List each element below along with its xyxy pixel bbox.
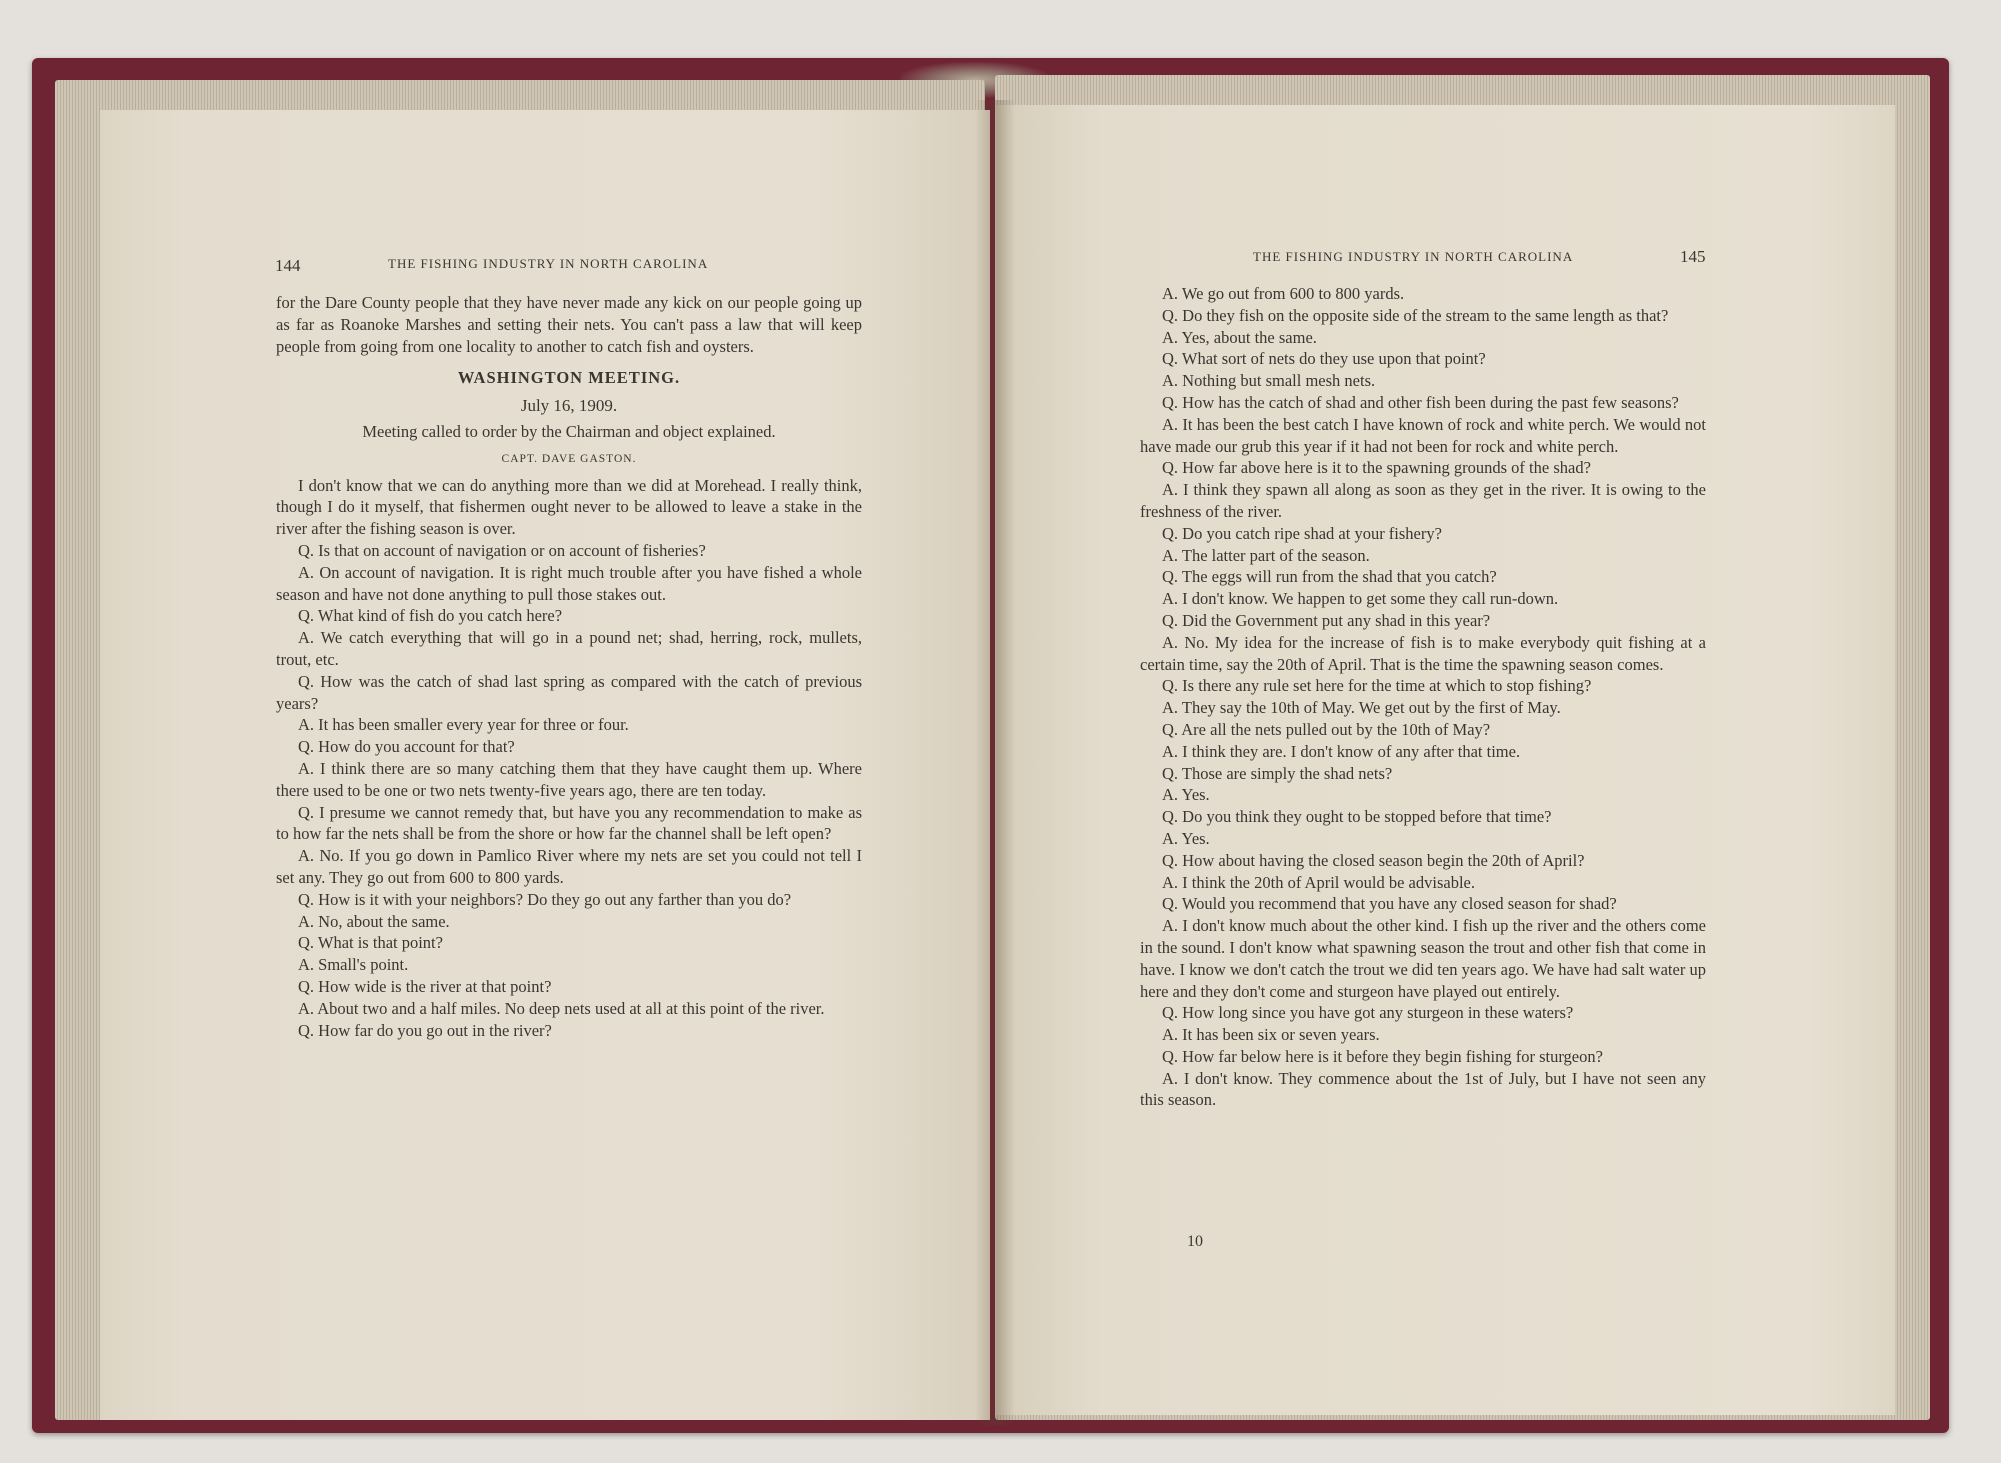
- left-running-head: THE FISHING INDUSTRY IN NORTH CAROLINA: [388, 256, 709, 271]
- testimony-paragraph: A. I think there are so many catching them that they have caught them up. Where there used to be one or two nets twenty-five years ago, there are ten today.: [276, 758, 862, 800]
- testimony-paragraph: A. They say the 10th of May. We get out by the first of May.: [1162, 698, 1561, 718]
- testimony-paragraph: A. I don't know. They commence about the 1st of July, but I have not seen any this season.: [1140, 1068, 1706, 1110]
- testimony-paragraph: A. I don't know. We happen to get some they call run-down.: [1162, 589, 1559, 609]
- testimony-paragraph: A. Small's point.: [298, 955, 409, 975]
- testimony-paragraph: I don't know that we can do anything more than we did at Morehead. I really think, though I do it myself, that fishermen ought never to be allowed to leave a stake in the river after the fishing season is over.: [276, 475, 862, 539]
- testimony-paragraph: Q. Do you think they ought to be stopped before that time?: [1162, 807, 1552, 827]
- testimony-paragraph: A. I think they are. I don't know of any after that time.: [1162, 741, 1521, 761]
- testimony-paragraph: Q. How about having the closed season begin the 20th of April?: [1162, 850, 1585, 870]
- testimony-paragraph: Q. How do you account for that?: [298, 737, 515, 757]
- testimony-paragraph: Q. Is there any rule set here for the time at which to stop fishing?: [1162, 676, 1592, 696]
- testimony-paragraph: Q. Those are simply the shad nets?: [1162, 763, 1393, 783]
- testimony-paragraph: Q. The eggs will run from the shad that you catch?: [1162, 567, 1497, 587]
- testimony-paragraph: Q. Would you recommend that you have any closed season for shad?: [1162, 894, 1617, 914]
- testimony-paragraph: A. I think the 20th of April would be advisable.: [1162, 872, 1475, 892]
- signature-mark: 10: [1187, 1233, 1203, 1250]
- testimony-paragraph: A. The latter part of the season.: [1162, 545, 1370, 565]
- testimony-paragraph: A. No. My idea for the increase of fish is to make everybody quit fishing at a certain time, say the 20th of April. That is the time the spawning season comes.: [1140, 632, 1706, 674]
- testimony-paragraph: A. No. If you go down in Pamlico River where my nets are set you could not tell I set any. They go out from 600 to 800 yards.: [276, 846, 862, 887]
- testimony-paragraph: Q. How far below here is it before they begin fishing for sturgeon?: [1162, 1046, 1603, 1066]
- book-gutter: [975, 100, 1015, 1425]
- testimony-paragraph: A. We catch everything that will go in a pound net; shad, herring, rock, mullets, trout, etc.: [276, 628, 862, 669]
- testimony-paragraph: A. On account of navigation. It is right much trouble after you have fished a whole season and have not done anything to pull those stakes out.: [276, 562, 862, 604]
- right-page: [995, 105, 1895, 1415]
- testimony-paragraph: Q. Did the Government put any shad in this year?: [1162, 610, 1491, 630]
- right-page-body: [1140, 283, 1706, 1111]
- testimony-paragraph: A. Yes, about the same.: [1162, 327, 1317, 347]
- testimony-paragraph: A. It has been six or seven years.: [1162, 1025, 1380, 1045]
- testimony-paragraph: A. I think they spawn all along as soon as they get in the river. It is owing to the freshness of the river.: [1140, 480, 1706, 521]
- testimony-paragraph: Q. How wide is the river at that point?: [298, 976, 552, 996]
- testimony-paragraph: Q. What is that point?: [298, 933, 443, 953]
- left-page-body: [276, 292, 862, 1041]
- testimony-paragraph: Q. How far do you go out in the river?: [298, 1020, 552, 1040]
- testimony-paragraph: Q. Are all the nets pulled out by the 10th of May?: [1162, 719, 1491, 739]
- testimony-paragraph: Q. Is that on account of navigation or on account of fisheries?: [298, 540, 706, 560]
- testimony-paragraph: Q. Do you catch ripe shad at your fishery?: [1162, 523, 1442, 543]
- testimony-paragraph: Q. What sort of nets do they use upon that point?: [1162, 349, 1486, 369]
- testimony-paragraph: Q. How has the catch of shad and other fish been during the past few seasons?: [1162, 392, 1679, 412]
- testimony-paragraph: A. Nothing but small mesh nets.: [1162, 371, 1376, 391]
- testimony-paragraph: A. Yes.: [1162, 785, 1210, 805]
- meeting-intro: Meeting called to order by the Chairman and object explained.: [362, 421, 776, 441]
- testimony-paragraph: Q. How is it with your neighbors? Do they go out any farther than you do?: [298, 889, 792, 909]
- testimony-paragraph: Q. What kind of fish do you catch here?: [298, 606, 563, 626]
- testimony-paragraph: Q. How long since you have got any sturgeon in these waters?: [1162, 1003, 1574, 1023]
- testimony-paragraph: Q. I presume we cannot remedy that, but have you any recommendation to make as to how far the nets shall be from the shore or how far the channel shall be left open?: [276, 802, 862, 844]
- section-heading: WASHINGTON MEETING.: [457, 368, 681, 388]
- testimony-paragraph: A. It has been smaller every year for three or four.: [298, 715, 629, 735]
- testimony-paragraph: A. It has been the best catch I have known of rock and white perch. We would not have made our grub this year if it had not been for rock and white perch.: [1140, 414, 1706, 456]
- right-running-head: THE FISHING INDUSTRY IN NORTH CAROLINA: [1253, 249, 1574, 264]
- testimony-paragraph: Q. Do they fish on the opposite side of the stream to the same length as that?: [1162, 305, 1669, 325]
- continued-paragraph: for the Dare County people that they have never made any kick on our people going up as far as Roanoke Marshes and setting their nets. You can't pass a law that will keep people from going from one locality to another to catch fish and oysters.: [276, 293, 862, 356]
- testimony-paragraph: Q. How was the catch of shad last spring as compared with the catch of previous years?: [276, 671, 862, 713]
- testimony-paragraph: A. Yes.: [1162, 828, 1210, 848]
- left-page-number: 144: [275, 256, 301, 275]
- testimony-paragraph: A. About two and a half miles. No deep nets used at all at this point of the river.: [298, 998, 825, 1018]
- testimony-paragraph: Q. How far above here is it to the spawning grounds of the shad?: [1162, 458, 1591, 478]
- speaker-name: CAPT. DAVE GASTON.: [501, 452, 637, 465]
- right-page-number: 145: [1680, 247, 1706, 266]
- meeting-date: July 16, 1909.: [520, 396, 618, 416]
- left-page: [100, 110, 990, 1420]
- testimony-paragraph: A. We go out from 600 to 800 yards.: [1162, 284, 1405, 303]
- testimony-paragraph: A. I don't know much about the other kind. I fish up the river and the others come in the sound. I don't know what spawning season the trout and other fish that come in have. I know we don't catch the trout we did ten years ago. We have had salt water up here and they don't come and sturgeon have played out entirely.: [1140, 916, 1706, 1001]
- testimony-paragraph: A. No, about the same.: [298, 911, 450, 931]
